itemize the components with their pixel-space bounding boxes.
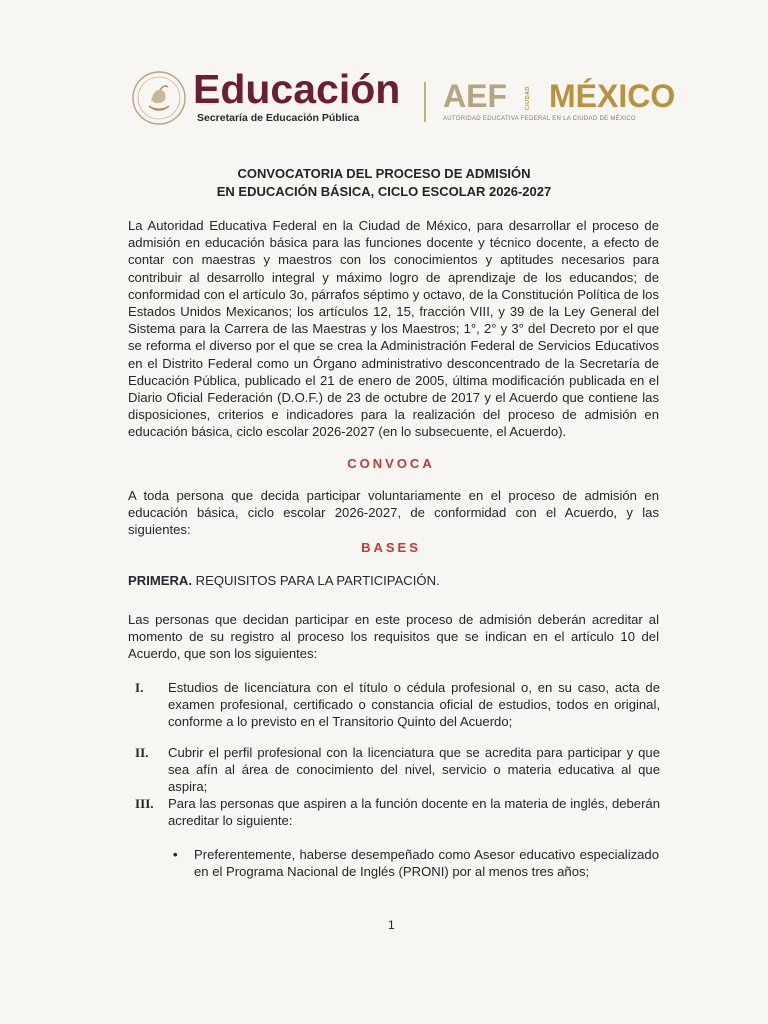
list-item-text: Para las personas que aspiren a la función docente en la materia de inglés, deberán acreditar lo siguiente:: [168, 796, 660, 829]
aef-subtitle: AUTORIDAD EDUCATIVA FEDERAL EN LA CIUDAD DE MÉXICO: [443, 116, 636, 122]
bullet-item: [173, 846, 659, 880]
list-item-number: II.: [135, 745, 149, 760]
convoca-paragraph: A toda persona que decida participar voluntariamente en el proceso de admisión en educación básica, ciclo escolar 2026-2027, de conformidad con el Acuerdo, y las siguientes:: [128, 488, 659, 538]
list-item-text: Cubrir el perfil profesional con la licenciatura que se acredita para participar y que sea afín al área de conocimiento del nivel, servicio o materia educativa al que aspira;: [168, 745, 660, 795]
list-item: [135, 679, 660, 731]
bullet-text: Preferentemente, haberse desempeñado como Asesor educativo especializado en el Programa Nacional de Inglés (PRONI) por al menos tres años;: [194, 847, 659, 880]
primera-heading: [128, 573, 440, 588]
convoca-heading: CONVOCA: [347, 456, 435, 471]
list-item: [135, 744, 660, 796]
list-item-number: III.: [135, 796, 154, 811]
brand-title: Educación: [193, 66, 401, 112]
bullet-icon: •: [173, 847, 178, 862]
intro-paragraph: La Autoridad Educativa Federal en la Ciudad de México, para desarrollar el proceso de admisión en educación básica para las funciones docente y técnico docente, a efecto de contar con maestras y maestros con los conocimientos y aptitudes necesarios para contribuir al desarrollo integral y máximo logro de aprendizaje de los educandos; de conformidad con el artículo 3o, párrafos séptimo y octavo, de la Constitución Política de los Estados Unidos Mexicanos; los artículos 12, 15, fracción VIII, y 39 de la Ley General del Sistema para la Carrera de las Maestras y los Maestros; 1°, 2° y 3° del Decreto por el que se reforma el diverso por el que se crea la Administración Federal de Servicios Educativos en el Distrito Federal como un Órgano administrativo desconcentrado de la Secretaría de Educación Pública, publicado el 21 de enero de 2005, última modificación publicada en el Diario Oficial Federación (D.O.F.) de 23 de octubre de 2017 y el Acuerdo que contiene las disposiciones, criterios e indicadores para la realización del proceso de admisión en educación básica, ciclo escolar 2026-2027 (en lo subsecuente, el Acuerdo).: [128, 218, 659, 440]
requisitos-intro: Las personas que decidan participar en este proceso de admisión deberán acreditar al momento de su registro al proceso los requisitos que se indican en el artículo 10 del Acuerdo, que son los siguientes:: [128, 612, 659, 662]
aef-prefix: AEF: [443, 78, 507, 114]
document-title-line1: CONVOCATORIA DEL PROCESO DE ADMISIÓN: [237, 166, 531, 181]
aef-logo: [443, 76, 675, 116]
list-item-number: I.: [135, 680, 144, 695]
list-item-text: Estudios de licenciatura con el título o cédula profesional o, en su caso, acta de examen profesional, certificado o constancia oficial de estudios, todos en original, conforme a lo previsto en el Transitorio Quinto del Acuerdo;: [168, 680, 660, 730]
brand-subtitle: Secretaría de Educación Pública: [197, 112, 360, 124]
document-title-line2: EN EDUCACIÓN BÁSICA, CICLO ESCOLAR 2026-2027: [216, 184, 552, 199]
primera-label: PRIMERA.: [128, 573, 193, 588]
aef-mexico: MÉXICO: [549, 78, 676, 114]
bases-heading: BASES: [361, 540, 421, 555]
mexico-seal-icon: [131, 70, 187, 126]
aef-ciudad: CIUDAD: [525, 86, 531, 111]
page-number: 1: [388, 918, 395, 932]
header-divider: [424, 82, 426, 122]
list-item: [135, 795, 660, 829]
primera-title: REQUISITOS PARA LA PARTICIPACIÓN.: [195, 573, 440, 588]
